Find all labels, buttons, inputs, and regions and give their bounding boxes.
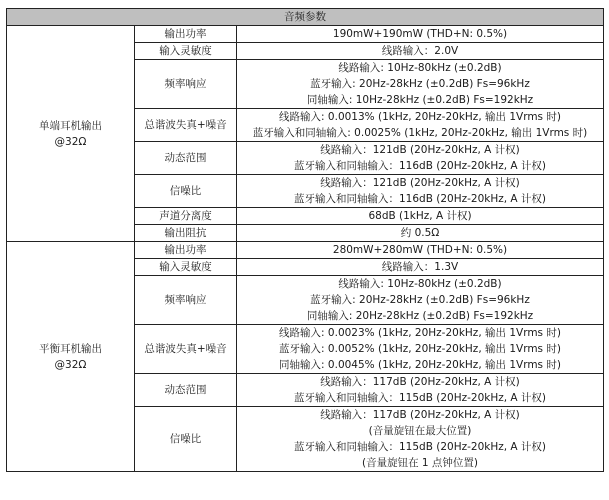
value-line: 蓝牙输入: 20Hz-28kHz (±0.2dB) Fs=96kHz	[310, 294, 530, 306]
value-line: 线路输入：1.3V	[381, 261, 459, 273]
param-values	[237, 208, 604, 225]
audio-spec-table	[6, 8, 604, 472]
value-line: 线路输入: 0.0013% (1kHz, 20Hz-20kHz, 输出 1Vrms 时)	[279, 111, 561, 123]
param-values	[237, 142, 604, 175]
value-line: 线路输入：117dB (20Hz-20kHz, A 计权)	[320, 376, 520, 388]
value-line: 190mW+190mW (THD+N: 0.5%)	[332, 28, 508, 40]
value-line: 蓝牙输入和同轴输入: 0.0025% (1kHz, 20Hz-20kHz, 输出 1Vrms 时)	[252, 127, 588, 139]
value-line: 线路输入：2.0V	[381, 45, 459, 57]
param-name: 动态范围	[135, 374, 237, 407]
param-name: 总谐波失真+噪音	[135, 109, 237, 142]
param-values	[237, 225, 604, 242]
param-values	[237, 374, 604, 407]
param-values	[237, 26, 604, 43]
value-line: 280mW+280mW (THD+N: 0.5%)	[332, 244, 508, 256]
value-line: 蓝牙输入和同轴输入：116dB (20Hz-20kHz, A 计权)	[293, 160, 547, 172]
param-values	[237, 325, 604, 374]
value-line: (音量旋钮在最大位置)	[368, 425, 472, 437]
param-values	[237, 259, 604, 276]
param-values	[237, 242, 604, 259]
table-row	[7, 242, 604, 259]
param-values	[237, 43, 604, 60]
value-line: 蓝牙输入和同轴输入：115dB (20Hz-20kHz, A 计权)	[293, 392, 547, 404]
value-line: 蓝牙输入: 20Hz-28kHz (±0.2dB) Fs=96kHz	[310, 78, 530, 90]
value-line: 蓝牙输入和同轴输入：116dB (20Hz-20kHz, A 计权)	[293, 193, 547, 205]
value-line: 同轴输入: 0.0045% (1kHz, 20Hz-20kHz, 输出 1Vrms 时)	[279, 359, 561, 371]
param-name: 输入灵敏度	[135, 259, 237, 276]
param-values	[237, 175, 604, 208]
value-line: 68dB (1kHz, A 计权)	[368, 210, 472, 222]
param-name: 输出阻抗	[135, 225, 237, 242]
spec-body	[7, 26, 604, 472]
value-line: 线路输入：121dB (20Hz-20kHz, A 计权)	[320, 177, 520, 189]
param-name: 动态范围	[135, 142, 237, 175]
param-name: 信噪比	[135, 175, 237, 208]
value-line: 线路输入: 10Hz-80kHz (±0.2dB)	[338, 278, 502, 290]
value-line: (音量旋钮在 1 点钟位置)	[361, 457, 479, 469]
value-line: 同轴输入: 20Hz-28kHz (±0.2dB) Fs=192kHz	[306, 310, 534, 322]
value-line: 线路输入：121dB (20Hz-20kHz, A 计权)	[320, 144, 520, 156]
param-name: 总谐波失真+噪音	[135, 325, 237, 374]
value-line: 约 0.5Ω	[400, 227, 440, 239]
group-label: 单端耳机输出 @32Ω	[7, 26, 135, 242]
value-line: 线路输入: 0.0023% (1kHz, 20Hz-20kHz, 输出 1Vrms 时)	[279, 327, 561, 339]
value-line: 同轴输入: 10Hz-28kHz (±0.2dB) Fs=192kHz	[306, 94, 534, 106]
table-row	[7, 26, 604, 43]
param-name: 声道分离度	[135, 208, 237, 225]
param-values	[237, 276, 604, 325]
value-line: 线路输入: 10Hz-80kHz (±0.2dB)	[338, 62, 502, 74]
param-name: 信噪比	[135, 407, 237, 472]
param-name: 输出功率	[135, 242, 237, 259]
param-name: 频率响应	[135, 60, 237, 109]
value-line: 蓝牙输入: 0.0052% (1kHz, 20Hz-20kHz, 输出 1Vrms 时)	[279, 343, 561, 355]
value-line: 蓝牙输入和同轴输入：115dB (20Hz-20kHz, A 计权)	[293, 441, 547, 453]
param-values	[237, 60, 604, 109]
param-name: 频率响应	[135, 276, 237, 325]
param-name: 输出功率	[135, 26, 237, 43]
group-label: 平衡耳机输出 @32Ω	[7, 242, 135, 472]
param-name: 输入灵敏度	[135, 43, 237, 60]
param-values	[237, 407, 604, 472]
param-values	[237, 109, 604, 142]
value-line: 线路输入：117dB (20Hz-20kHz, A 计权)	[320, 409, 520, 421]
table-title: 音频参数	[7, 9, 604, 26]
